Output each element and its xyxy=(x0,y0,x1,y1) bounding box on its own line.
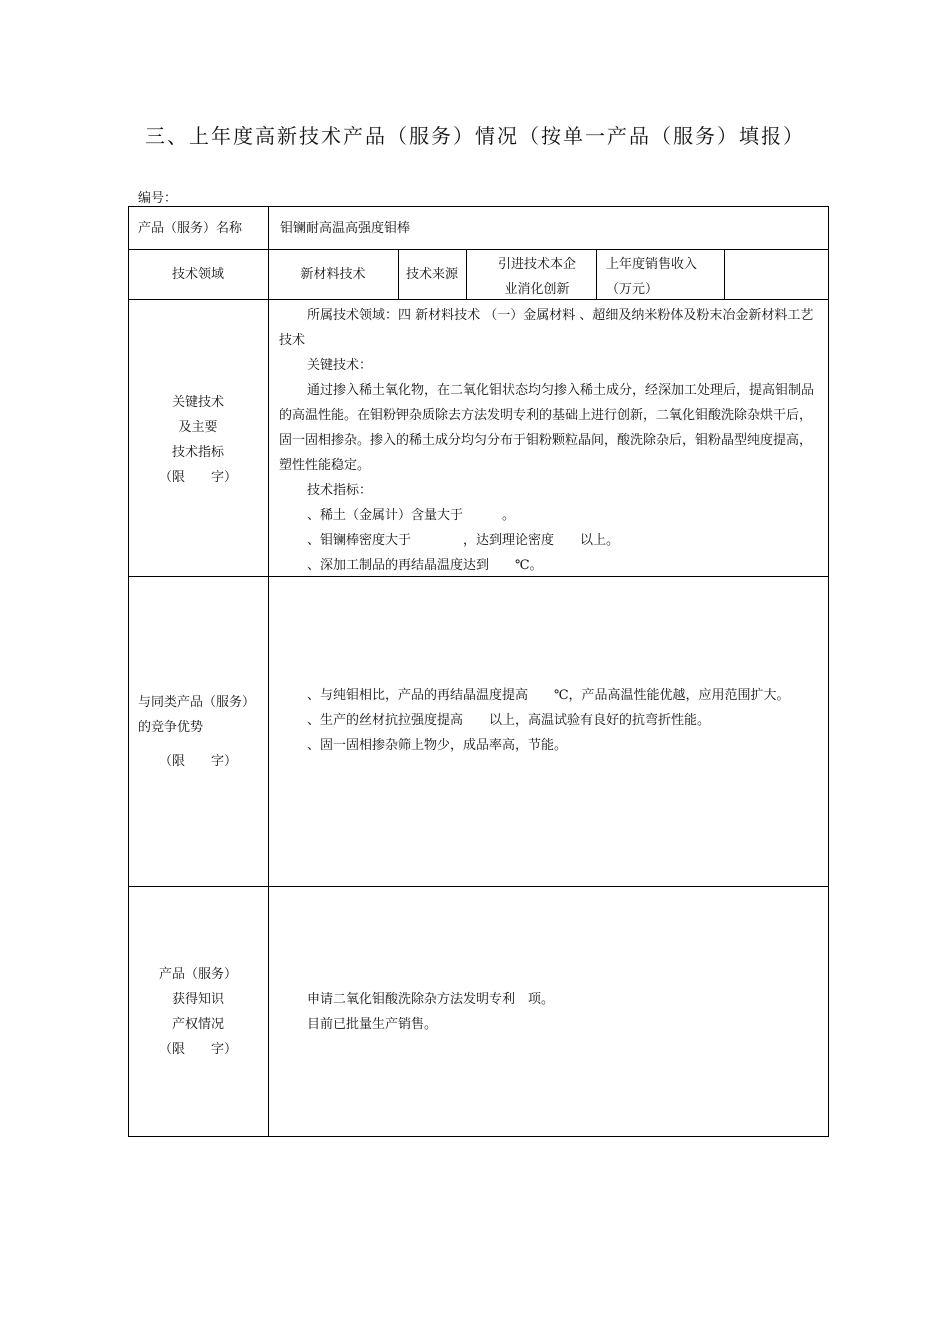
paragraph: 关键技术： xyxy=(307,358,373,373)
serial-number-label: 编号： xyxy=(138,191,178,206)
paragraph: 通过掺入稀土氧化物，在二氧化钼状态均匀掺入稀土成分，经深加工处理后，提高钼制品的高温性能。在钼粉钾杂质除去方法发明专利的基础上进行创新，二氧化钼酸洗除杂烘干后，固一固相掺杂。掺入的稀土成分均匀分布于钼粉颗粒晶间，酸洗除杂后，钼粉晶型纯度提高，塑性性能稳定。 xyxy=(279,383,815,473)
paragraph: 申请二氧化钼酸洗除杂方法发明专利 项。 xyxy=(307,992,555,1007)
revenue-label: 上年度销售收入（万元） xyxy=(606,257,698,297)
row-divider xyxy=(128,886,829,887)
row-divider xyxy=(128,299,829,300)
page-title: 三、上年度高新技术产品（服务）情况（按单一产品（服务）填报） xyxy=(145,124,805,148)
column-divider xyxy=(268,206,269,1137)
tech-field-value: 新材料技术 xyxy=(300,267,366,282)
ip-status-content xyxy=(279,987,821,1037)
column-divider xyxy=(724,249,725,299)
paragraph: 技术指标： xyxy=(307,483,373,498)
label-line: （限 字） xyxy=(158,754,237,769)
paragraph: 、固一固相掺杂筛上物少，成品率高，节能。 xyxy=(307,738,568,753)
label-line: 关键技术 xyxy=(171,395,224,410)
product-name-label: 产品（服务）名称 xyxy=(138,221,243,236)
key-tech-content xyxy=(279,303,821,578)
key-tech-label xyxy=(128,390,268,490)
label-line: 产品（服务） xyxy=(158,967,237,982)
label-line: 技术指标 xyxy=(171,445,224,460)
tech-field-label: 技术领域 xyxy=(171,267,224,282)
paragraph: 所属技术领域：四 新材料技术 （一）金属材料 、超细及纳米粉体及粉末冶金新材料工艺技术 xyxy=(279,308,814,348)
ip-status-label xyxy=(128,962,268,1062)
paragraph: 、生产的丝材抗拉强度提高 以上，高温试验有良好的抗弯折性能。 xyxy=(307,713,711,728)
label-line: （限 字） xyxy=(158,1042,237,1057)
column-divider xyxy=(466,249,467,299)
product-name-value: 钼镧耐高温高强度钼棒 xyxy=(280,221,411,236)
label-line: （限 字） xyxy=(158,470,237,485)
paragraph: 目前已批量生产销售。 xyxy=(307,1017,438,1032)
label-line: 产权情况 xyxy=(171,1017,224,1032)
paragraph: 、与纯钼相比，产品的再结晶温度提高 ℃，产品高温性能优越，应用范围扩大。 xyxy=(307,688,790,703)
tech-source-value: 引进技术本企业消化创新 xyxy=(497,257,576,297)
label-line: 与同类产品（服务） xyxy=(138,695,256,710)
paragraph: 、深加工制品的再结晶温度达到 ℃。 xyxy=(307,558,543,573)
label-line: 及主要 xyxy=(178,420,218,435)
tech-source-label: 技术来源 xyxy=(405,267,458,282)
paragraph: 、稀土（金属计）含量大于 。 xyxy=(307,508,516,523)
competitive-advantage-content xyxy=(279,683,821,758)
column-divider xyxy=(596,249,597,299)
paragraph: 、钼镧棒密度大于 ，达到理论密度 以上。 xyxy=(307,533,620,548)
competitive-advantage-label xyxy=(138,690,266,774)
label-line: 获得知识 xyxy=(171,992,224,1007)
label-line: 的竞争优势 xyxy=(138,720,204,735)
